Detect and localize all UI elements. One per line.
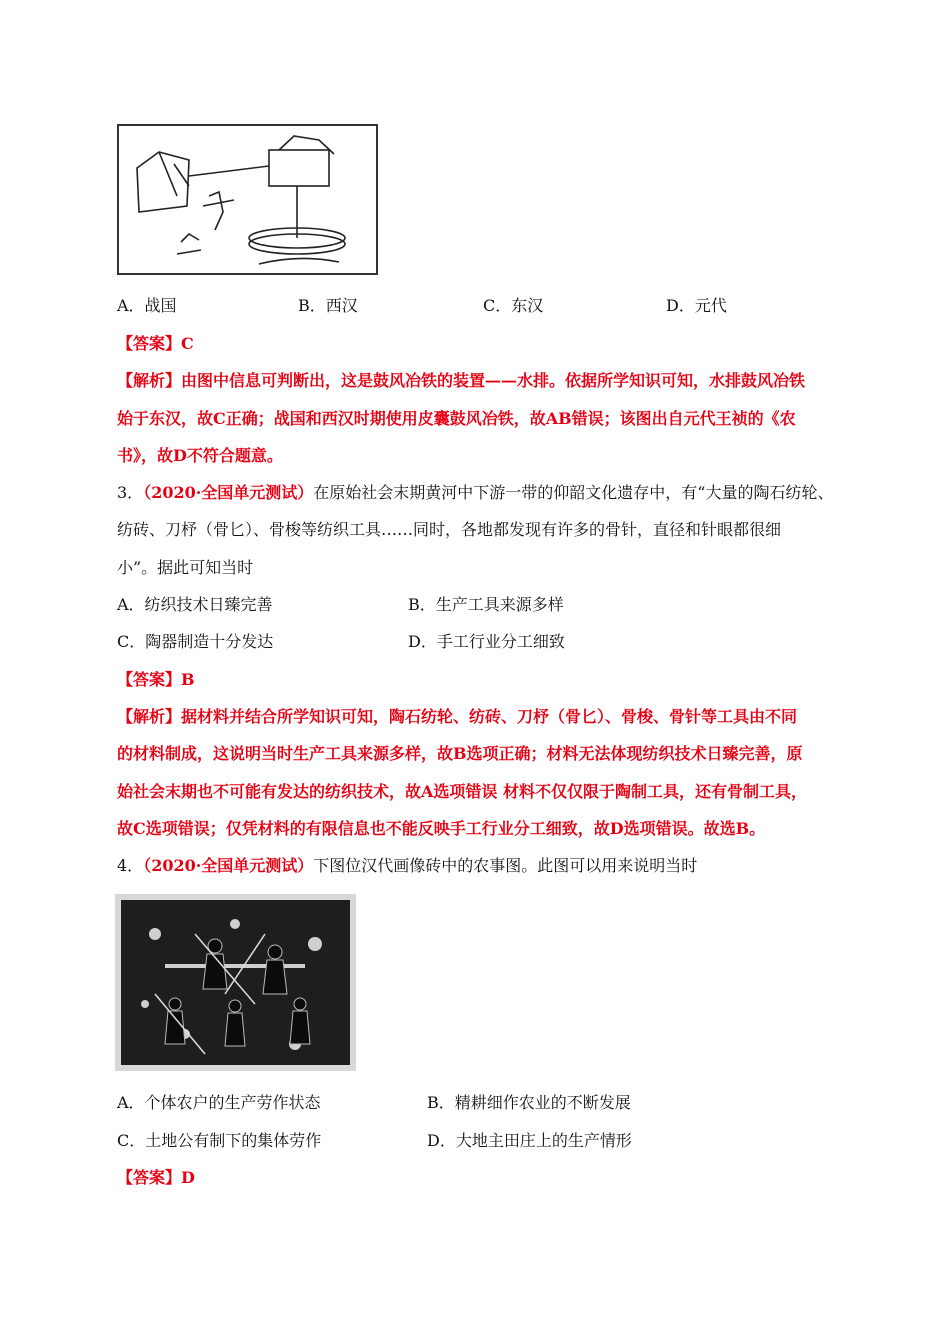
- q4-number: 4．: [117, 856, 144, 875]
- q3-stem-text-1: 在原始社会末期黄河中下游一带的仰韶文化遗存中，有“大量的陶石纺轮、: [313, 483, 834, 502]
- q3-analysis-line-3: 始社会末期也不可能有发达的纺织技术，故A选项错误 材料不仅仅限于陶制工具，还有骨制工具，: [117, 782, 807, 801]
- q3-number: 3．: [117, 483, 144, 502]
- q3-source: （2020·全国单元测试）: [143, 483, 314, 502]
- q2-option-c: C．东汉: [483, 296, 544, 315]
- han-brick-farming-relief: [115, 894, 356, 1071]
- q2-analysis-line-3: 书》，故D不符合题意。: [117, 446, 283, 465]
- q3-option-a: A．纺织技术日臻完善: [117, 595, 273, 614]
- q2-option-b: B．西汉: [298, 296, 358, 315]
- water-bellows-illustration: [117, 124, 378, 275]
- q3-analysis-line-1: 【解析】据材料并结合所学知识可知，陶石纺轮、纺砖、刀杼（骨匕）、骨梭、骨针等工具由不同: [117, 707, 798, 726]
- q4-option-c: C．土地公有制下的集体劳作: [117, 1131, 322, 1150]
- q3-option-b: B．生产工具来源多样: [408, 595, 564, 614]
- q3-analysis-line-4: 故C选项错误；仅凭材料的有限信息也不能反映手工行业分工细致，故D选项错误。故选B。: [117, 819, 766, 838]
- q2-analysis-line-1: 【解析】由图中信息可判断出，这是鼓风冶铁的装置——水排。依据所学知识可知，水排鼓风冶铁: [117, 371, 806, 390]
- q2-analysis-line-2: 始于东汉，故C正确；战国和西汉时期使用皮囊鼓风冶铁，故AB错误；该图出自元代王祯的《农: [117, 409, 796, 428]
- q3-option-d: D．手工行业分工细致: [408, 632, 565, 651]
- q4-option-b: B．精耕细作农业的不断发展: [427, 1093, 631, 1112]
- q4-answer: 【答案】D: [117, 1168, 195, 1187]
- q4-option-a: A．个体农户的生产劳作状态: [117, 1093, 321, 1112]
- q3-stem-line-3: 小”。据此可知当时: [117, 558, 254, 577]
- q3-stem-line-1: [117, 483, 833, 503]
- q3-analysis-line-2: 的材料制成，这说明当时生产工具来源多样，故B选项正确；材料无法体现纺织技术日臻完善，原: [117, 744, 803, 763]
- q2-answer: 【答案】C: [117, 334, 194, 353]
- q2-option-a: A．战国: [117, 296, 177, 315]
- q3-answer: 【答案】B: [117, 670, 195, 689]
- q4-option-d: D．大地主田庄上的生产情形: [427, 1131, 632, 1150]
- q2-option-d: D．元代: [666, 296, 727, 315]
- q3-option-c: C．陶器制造十分发达: [117, 632, 274, 651]
- q4-stem-text: 下图位汉代画像砖中的农事图。此图可以用来说明当时: [313, 856, 698, 875]
- q4-stem-line: [117, 856, 697, 876]
- q4-source: （2020·全国单元测试）: [143, 856, 314, 875]
- q3-stem-line-2: 纺砖、刀杼（骨匕）、骨梭等纺织工具……同时，各地都发现有许多的骨针，直径和针眼都很细: [117, 520, 782, 539]
